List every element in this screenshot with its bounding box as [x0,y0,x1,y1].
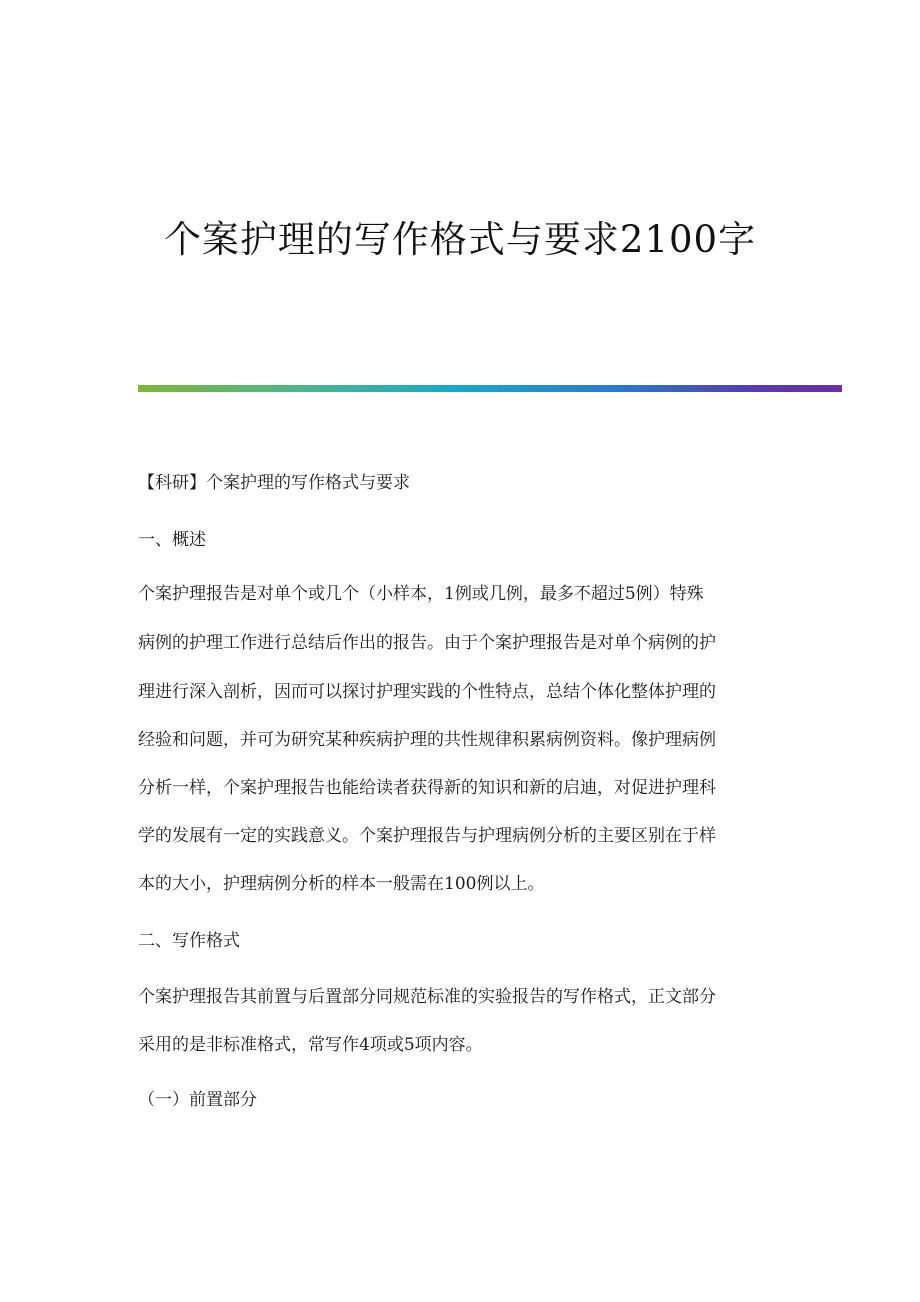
overview-line: 分析一样，个案护理报告也能给读者获得新的知识和新的启迪，对促进护理科 [138,778,716,798]
document-title: 个案护理的写作格式与要求2100字 [163,218,757,261]
format-heading: 二、写作格式 [138,931,240,951]
header-line: 【科研】个案护理的写作格式与要求 [138,473,410,493]
overview-line: 本的大小，护理病例分析的样本一般需在100例以上。 [138,874,545,894]
overview-line: 学的发展有一定的实践意义。个案护理报告与护理病例分析的主要区别在于样 [138,826,716,846]
overview-line: 病例的护理工作进行总结后作出的报告。由于个案护理报告是对单个病例的护 [138,633,716,653]
document-body [138,0,778,1302]
format-line: 个案护理报告其前置与后置部分同规范标准的实验报告的写作格式，正文部分 [138,987,716,1007]
overview-line: 理进行深入剖析，因而可以探讨护理实践的个性特点，总结个体化整体护理的 [138,682,716,702]
overview-heading: 一、概述 [138,530,206,550]
overview-line: 个案护理报告是对单个或几个（小样本，1例或几例，最多不超过5例）特殊 [138,584,704,604]
front-section-heading: （一）前置部分 [138,1090,257,1110]
format-line: 采用的是非标准格式，常写作4项或5项内容。 [138,1035,483,1055]
overview-line: 经验和问题，并可为研究某种疾病护理的共性规律积累病例资料。像护理病例 [138,730,716,750]
